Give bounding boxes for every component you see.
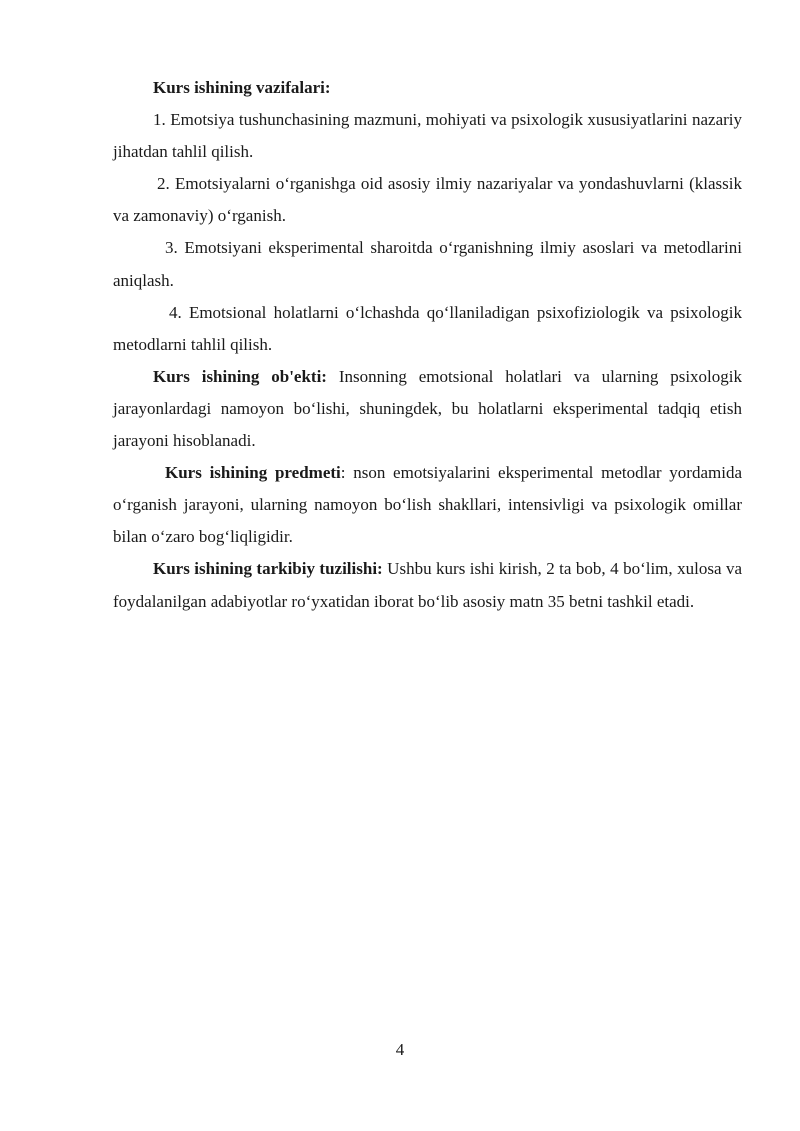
object-label: Kurs ishining ob'ekti: [153,366,327,386]
task-item-3: 3. Emotsiyani eksperimental sharoitda o‘rganishning ilmiy asoslari va metodlarini aniqlash. [113,238,742,290]
task-item-1: 1. Emotsiya tushunchasining mazmuni, mohiyati va psixologik xususiyatlarini nazariy jihatdan tahlil qilish. [113,110,742,162]
subject-label: Kurs ishining predmeti [165,463,341,483]
structure-text: Ushbu kurs ishi kirish, 2 ta bob, 4 bo‘lim, xulosa va foydalanilgan adabiyotlar ro‘yxatidan iborat bo‘lib asosiy matn 35 betni tashkil etadi. [113,559,742,611]
object-text: Insonning emotsional holatlari va ularning psixologik jarayonlardagi namoyon bo‘lishi, shuningdek, bu holatlarni eksperimental tadqiq etish jarayoni hisoblanadi. [113,366,742,451]
task-item-4: 4. Emotsional holatlarni o‘lchashda qo‘llaniladigan psixofiziologik va psixologik metodlarni tahlil qilish. [113,302,742,354]
subject-paragraph [113,457,742,553]
tasks-heading: Kurs ishining vazifalari: [153,78,331,97]
document-page [113,72,742,618]
task-item-2: 2. Emotsiyalarni o‘rganishga oid asosiy ilmiy nazariyalar va yondashuvlarni (klassik va zamonaviy) o‘rganish. [113,174,742,226]
structure-paragraph [113,553,742,617]
object-paragraph [113,361,742,457]
page-number: 4 [395,1040,405,1059]
structure-label: Kurs ishining tarkibiy tuzilishi: [153,559,383,579]
subject-text: : nson emotsiyalarini eksperimental metodlar yordamida o‘rganish jarayoni, ularning namoyon bo‘lish shakllari, intensivligi va psixologik omillar bilan o‘zaro bog‘liqligidir. [113,463,742,547]
